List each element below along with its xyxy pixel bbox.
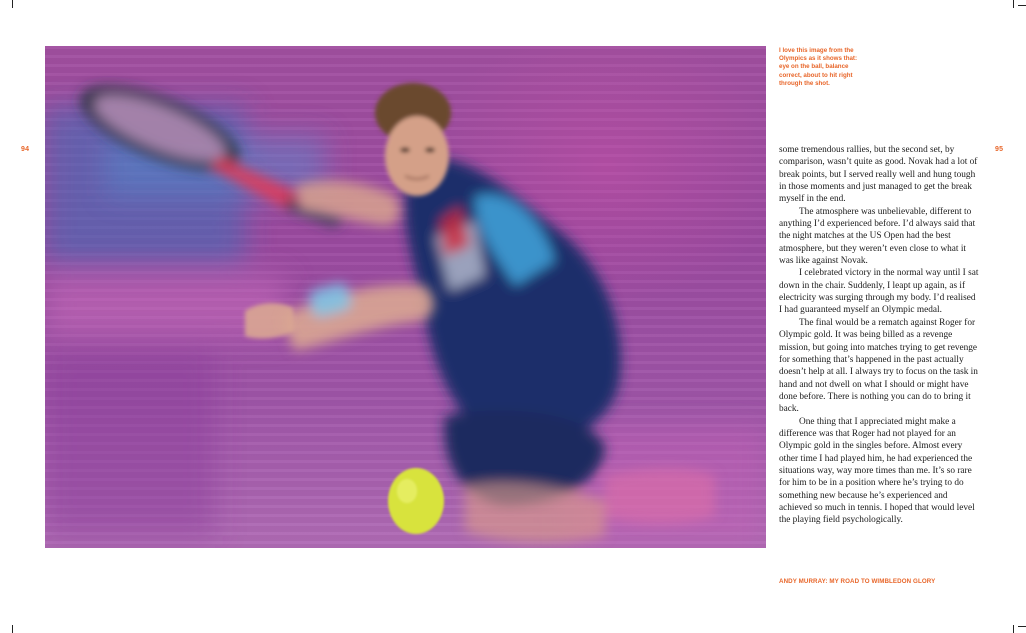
- crop-mark: [1013, 625, 1014, 633]
- crop-mark: [1013, 0, 1014, 8]
- body-paragraph: some tremendous rallies, but the second set, by comparison, wasn’t quite as good. Novak had a lot of break points, but I served really well and hung tough in those moments and just managed to get the break myself in the end.: [779, 145, 978, 205]
- right-page-number: 95: [995, 146, 1004, 153]
- crop-mark: [12, 625, 13, 633]
- running-title: ANDY MURRAY: MY ROAD TO WIMBLEDON GLORY: [779, 578, 936, 585]
- photo-caption: I love this image from the Olympics as it shows that: eye on the ball, balance correct, about to hit right through the shot.: [779, 47, 858, 87]
- crop-mark: [1018, 5, 1026, 6]
- article-body: [779, 144, 979, 527]
- crop-mark: [12, 0, 13, 8]
- crop-mark: [1018, 626, 1026, 627]
- body-paragraph: The final would be a rematch against Roger for Olympic gold. It was being billed as a revenge mission, but going into matches trying to get revenge for something that’s happened in the past actually doesn’t help at all. I always try to focus on the task in hand and not dwell on what I should or might have done before. There is nothing you can do to bring it back.: [779, 317, 978, 415]
- body-paragraph: I celebrated victory in the normal way until I sat down in the chair. Suddenly, I leapt up again, as if electricity was surging through my body. I’d realised I had guaranteed myself an Olympic medal.: [779, 268, 979, 316]
- body-paragraph: One thing that I appreciated might make a difference was that Roger had not played for an Olympic gold in the singles before. Almost every other time I had played him, he had experienced the situations way, way more times than me. It’s so rare for him to be in a position where he’s trying to do something new because he’s experienced and achieved so much in tennis. I hoped that would level the playing field psychologically.: [779, 416, 975, 526]
- tennis-player-photo: [45, 46, 766, 548]
- body-paragraph: The atmosphere was unbelievable, different to anything I’d experienced before. I’d always said that the night matches at the US Open had the best atmosphere, but they weren’t even close to what it was like against Novak.: [779, 206, 976, 267]
- left-page-number: 94: [21, 146, 30, 153]
